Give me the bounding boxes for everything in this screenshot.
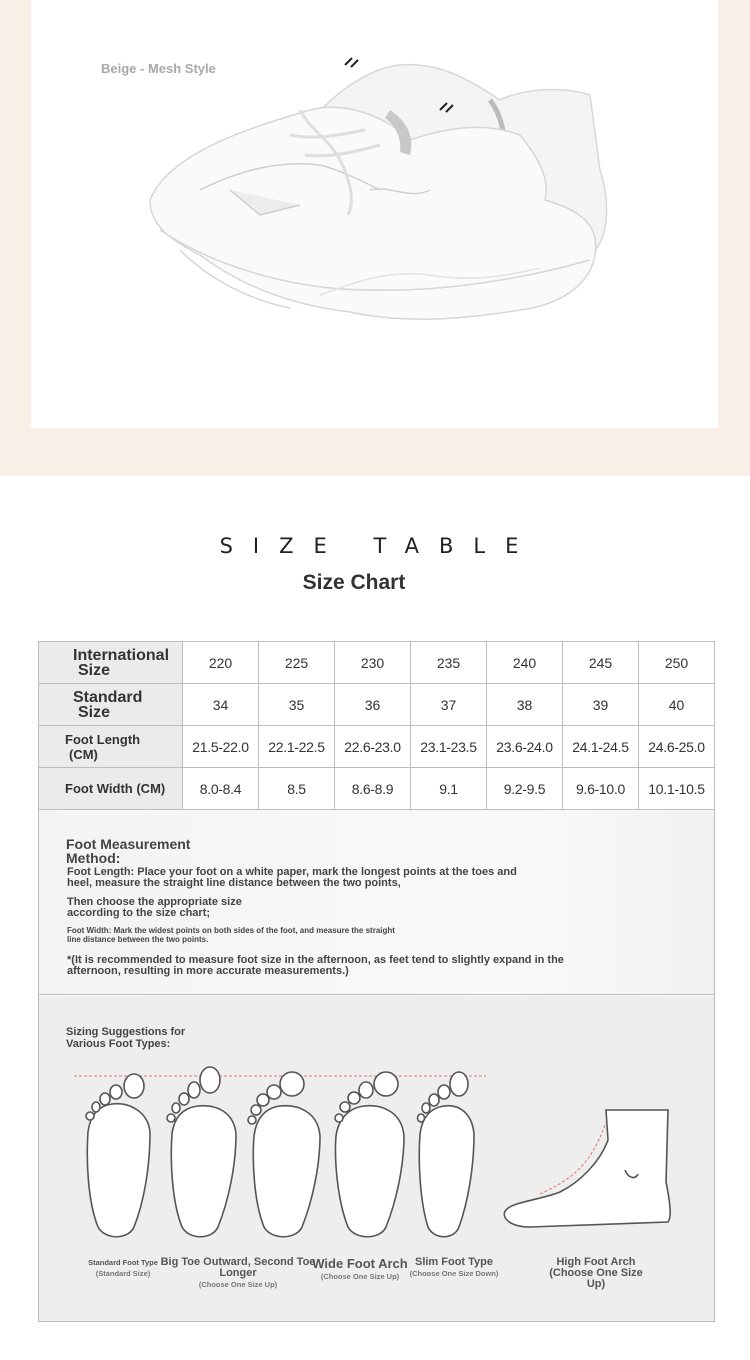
wide-foot-arch-icon [248,1072,320,1237]
table-cell: 37 [411,684,487,726]
table-cell: 38 [487,684,563,726]
foot-type-label-standard: Standard Foot Type (Standard Size) [88,1258,158,1278]
table-cell: 230 [335,642,411,684]
foot-type-label-high-arch: High Foot Arch (Choose One Size Up) [549,1256,643,1290]
table-cell: 36 [335,684,411,726]
foot-type-illustrations [60,1062,700,1252]
size-table [38,641,715,810]
table-row-foot-width [39,768,715,810]
foot-type-label-slim: Slim Foot Type (Choose One Size Down) [409,1256,499,1278]
table-cell: 9.2-9.5 [487,768,563,810]
table-cell: 22.6-23.0 [335,726,411,768]
table-cell: 225 [259,642,335,684]
table-cell: 23.6-24.0 [487,726,563,768]
sneaker-product-image [140,40,620,340]
table-cell: 21.5-22.0 [183,726,259,768]
variant-label: Beige - Mesh Style [101,61,216,76]
row-header: Standard Size [39,684,183,726]
table-cell: 250 [639,642,715,684]
table-row-standard-size [39,684,715,726]
table-cell: 40 [639,684,715,726]
table-cell: 23.1-23.5 [411,726,487,768]
foot-width-instruction: Foot Width: Mark the widest points on both sides of the foot, and measure the straight line distance between the two points. [67,926,395,944]
foot-types-title: Sizing Suggestions for Various Foot Types: [66,1026,186,1050]
table-row-foot-length [39,726,715,768]
big-toe-outward-foot-icon [167,1067,236,1237]
table-cell: 22.1-22.5 [259,726,335,768]
table-cell: 8.0-8.4 [183,768,259,810]
table-cell: 39 [563,684,639,726]
table-cell: 240 [487,642,563,684]
size-chart-heading: Size Chart [302,571,406,594]
foot-length-instruction: Foot Length: Place your foot on a white paper, mark the longest points at the toes and heel, measure the straight line distance between the two points, [67,866,517,889]
table-cell: 10.1-10.5 [639,768,715,810]
table-cell: 245 [563,642,639,684]
choose-size-instruction: Then choose the appropriate size according to the size chart; [67,896,242,919]
table-cell: 9.6-10.0 [563,768,639,810]
row-header: Foot Length (CM) [39,726,183,768]
table-cell: 8.6-8.9 [335,768,411,810]
table-cell: 8.5 [259,768,335,810]
row-header: Foot Width (CM) [39,768,183,810]
afternoon-note: *(It is recommended to measure foot size in the afternoon, as feet tend to slightly expand in the afternoon, resulting in more accurate measurements.) [67,954,564,977]
high-arch-foot-icon [504,1110,670,1227]
table-row-international-size [39,642,715,684]
foot-type-label-wide-arch: Wide Foot Arch (Choose One Size Up) [312,1256,408,1281]
standard-foot-icon [86,1074,150,1237]
table-cell: 24.1-24.5 [563,726,639,768]
table-cell: 24.6-25.0 [639,726,715,768]
broad-toe-foot-icon [335,1072,404,1237]
table-cell: 9.1 [411,768,487,810]
foot-type-label-big-toe: Big Toe Outward, Second Toe Longer (Choose One Size Up) [160,1256,316,1289]
size-table-heading: SIZE TABLE [219,534,539,558]
row-header: International Size [39,642,183,684]
table-cell: 220 [183,642,259,684]
table-cell: 235 [411,642,487,684]
method-title: Foot Measurement Method: [66,836,191,866]
table-cell: 34 [183,684,259,726]
slim-foot-icon [418,1072,475,1237]
table-cell: 35 [259,684,335,726]
